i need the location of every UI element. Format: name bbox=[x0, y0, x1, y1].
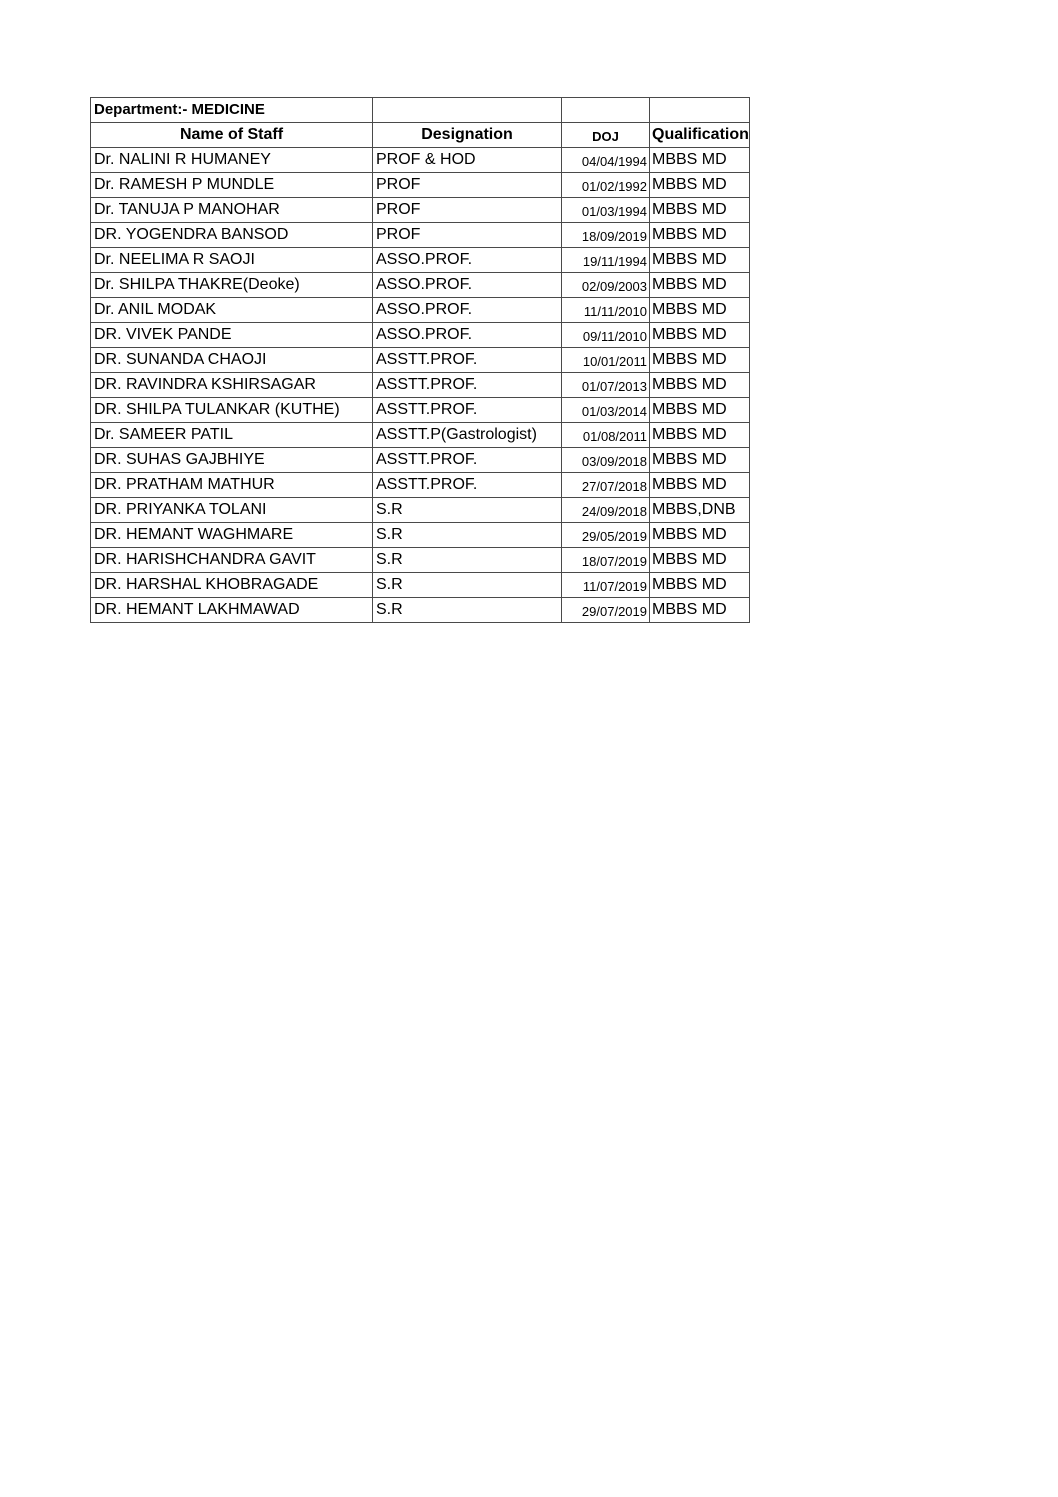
staff-doj: 02/09/2003 bbox=[562, 273, 650, 298]
table-row bbox=[91, 323, 750, 348]
table-row bbox=[91, 173, 750, 198]
staff-qualification: MBBS MD bbox=[650, 173, 750, 198]
staff-doj: 24/09/2018 bbox=[562, 498, 650, 523]
staff-name: DR. PRIYANKA TOLANI bbox=[91, 498, 373, 523]
empty-cell bbox=[373, 98, 562, 123]
staff-doj: 01/07/2013 bbox=[562, 373, 650, 398]
staff-name: Dr. TANUJA P MANOHAR bbox=[91, 198, 373, 223]
staff-designation: ASSTT.PROF. bbox=[373, 348, 562, 373]
staff-qualification: MBBS MD bbox=[650, 423, 750, 448]
table-row bbox=[91, 573, 750, 598]
staff-name: DR. YOGENDRA BANSOD bbox=[91, 223, 373, 248]
staff-qualification: MBBS MD bbox=[650, 448, 750, 473]
table-row bbox=[91, 523, 750, 548]
table-row bbox=[91, 248, 750, 273]
empty-cell bbox=[650, 98, 750, 123]
staff-designation: ASSTT.PROF. bbox=[373, 448, 562, 473]
staff-doj: 29/07/2019 bbox=[562, 598, 650, 623]
staff-name: Dr. NEELIMA R SAOJI bbox=[91, 248, 373, 273]
staff-designation: ASSTT.PROF. bbox=[373, 398, 562, 423]
staff-doj: 04/04/1994 bbox=[562, 148, 650, 173]
empty-cell bbox=[562, 98, 650, 123]
staff-qualification: MBBS MD bbox=[650, 548, 750, 573]
staff-doj: 29/05/2019 bbox=[562, 523, 650, 548]
staff-designation: PROF bbox=[373, 173, 562, 198]
staff-doj: 18/07/2019 bbox=[562, 548, 650, 573]
table-row bbox=[91, 198, 750, 223]
table-row bbox=[91, 423, 750, 448]
staff-designation: S.R bbox=[373, 598, 562, 623]
staff-name: DR. SUNANDA CHAOJI bbox=[91, 348, 373, 373]
staff-qualification: MBBS,DNB bbox=[650, 498, 750, 523]
staff-designation: S.R bbox=[373, 548, 562, 573]
staff-qualification: MBBS MD bbox=[650, 223, 750, 248]
header-row bbox=[91, 123, 750, 148]
staff-rows bbox=[91, 148, 750, 623]
header-doj: DOJ bbox=[562, 123, 650, 148]
staff-designation: ASSO.PROF. bbox=[373, 248, 562, 273]
staff-doj: 18/09/2019 bbox=[562, 223, 650, 248]
staff-qualification: MBBS MD bbox=[650, 348, 750, 373]
staff-designation: S.R bbox=[373, 523, 562, 548]
staff-name: Dr. NALINI R HUMANEY bbox=[91, 148, 373, 173]
staff-qualification: MBBS MD bbox=[650, 398, 750, 423]
staff-doj: 11/11/2010 bbox=[562, 298, 650, 323]
staff-table bbox=[90, 97, 750, 623]
table-row bbox=[91, 348, 750, 373]
staff-doj: 09/11/2010 bbox=[562, 323, 650, 348]
staff-name: Dr. ANIL MODAK bbox=[91, 298, 373, 323]
staff-doj: 03/09/2018 bbox=[562, 448, 650, 473]
staff-qualification: MBBS MD bbox=[650, 298, 750, 323]
table-row bbox=[91, 223, 750, 248]
table-row bbox=[91, 273, 750, 298]
staff-name: DR. HEMANT LAKHMAWAD bbox=[91, 598, 373, 623]
department-label: Department:- MEDICINE bbox=[91, 98, 373, 123]
table-row bbox=[91, 473, 750, 498]
staff-name: Dr. SHILPA THAKRE(Deoke) bbox=[91, 273, 373, 298]
staff-name: DR. PRATHAM MATHUR bbox=[91, 473, 373, 498]
staff-name: DR. HEMANT WAGHMARE bbox=[91, 523, 373, 548]
table-row bbox=[91, 398, 750, 423]
staff-designation: PROF & HOD bbox=[373, 148, 562, 173]
header-name: Name of Staff bbox=[91, 123, 373, 148]
staff-name: DR. SHILPA TULANKAR (KUTHE) bbox=[91, 398, 373, 423]
table-row bbox=[91, 498, 750, 523]
staff-designation: S.R bbox=[373, 498, 562, 523]
department-row bbox=[91, 98, 750, 123]
table-row bbox=[91, 548, 750, 573]
staff-qualification: MBBS MD bbox=[650, 323, 750, 348]
staff-doj: 01/02/1992 bbox=[562, 173, 650, 198]
staff-name: DR. RAVINDRA KSHIRSAGAR bbox=[91, 373, 373, 398]
table-row bbox=[91, 148, 750, 173]
staff-doj: 10/01/2011 bbox=[562, 348, 650, 373]
table-row bbox=[91, 448, 750, 473]
staff-designation: ASSO.PROF. bbox=[373, 323, 562, 348]
table-row bbox=[91, 298, 750, 323]
staff-doj: 19/11/1994 bbox=[562, 248, 650, 273]
staff-designation: ASSTT.PROF. bbox=[373, 373, 562, 398]
staff-doj: 11/07/2019 bbox=[562, 573, 650, 598]
staff-designation: ASSO.PROF. bbox=[373, 298, 562, 323]
staff-qualification: MBBS MD bbox=[650, 473, 750, 498]
staff-qualification: MBBS MD bbox=[650, 273, 750, 298]
staff-designation: S.R bbox=[373, 573, 562, 598]
header-designation: Designation bbox=[373, 123, 562, 148]
staff-name: DR. VIVEK PANDE bbox=[91, 323, 373, 348]
staff-qualification: MBBS MD bbox=[650, 373, 750, 398]
staff-doj: 27/07/2018 bbox=[562, 473, 650, 498]
staff-doj: 01/08/2011 bbox=[562, 423, 650, 448]
staff-designation: ASSTT.PROF. bbox=[373, 473, 562, 498]
staff-qualification: MBBS MD bbox=[650, 248, 750, 273]
staff-name: DR. HARISHCHANDRA GAVIT bbox=[91, 548, 373, 573]
header-qualification: Qualification bbox=[650, 123, 750, 148]
staff-doj: 01/03/2014 bbox=[562, 398, 650, 423]
staff-designation: PROF bbox=[373, 198, 562, 223]
table-row bbox=[91, 598, 750, 623]
staff-name: Dr. SAMEER PATIL bbox=[91, 423, 373, 448]
staff-name: Dr. RAMESH P MUNDLE bbox=[91, 173, 373, 198]
table-row bbox=[91, 373, 750, 398]
staff-name: DR. SUHAS GAJBHIYE bbox=[91, 448, 373, 473]
staff-name: DR. HARSHAL KHOBRAGADE bbox=[91, 573, 373, 598]
staff-qualification: MBBS MD bbox=[650, 148, 750, 173]
staff-qualification: MBBS MD bbox=[650, 598, 750, 623]
staff-designation: ASSO.PROF. bbox=[373, 273, 562, 298]
staff-qualification: MBBS MD bbox=[650, 523, 750, 548]
staff-qualification: MBBS MD bbox=[650, 573, 750, 598]
staff-designation: PROF bbox=[373, 223, 562, 248]
staff-designation: ASSTT.P(Gastrologist) bbox=[373, 423, 562, 448]
staff-qualification: MBBS MD bbox=[650, 198, 750, 223]
staff-doj: 01/03/1994 bbox=[562, 198, 650, 223]
